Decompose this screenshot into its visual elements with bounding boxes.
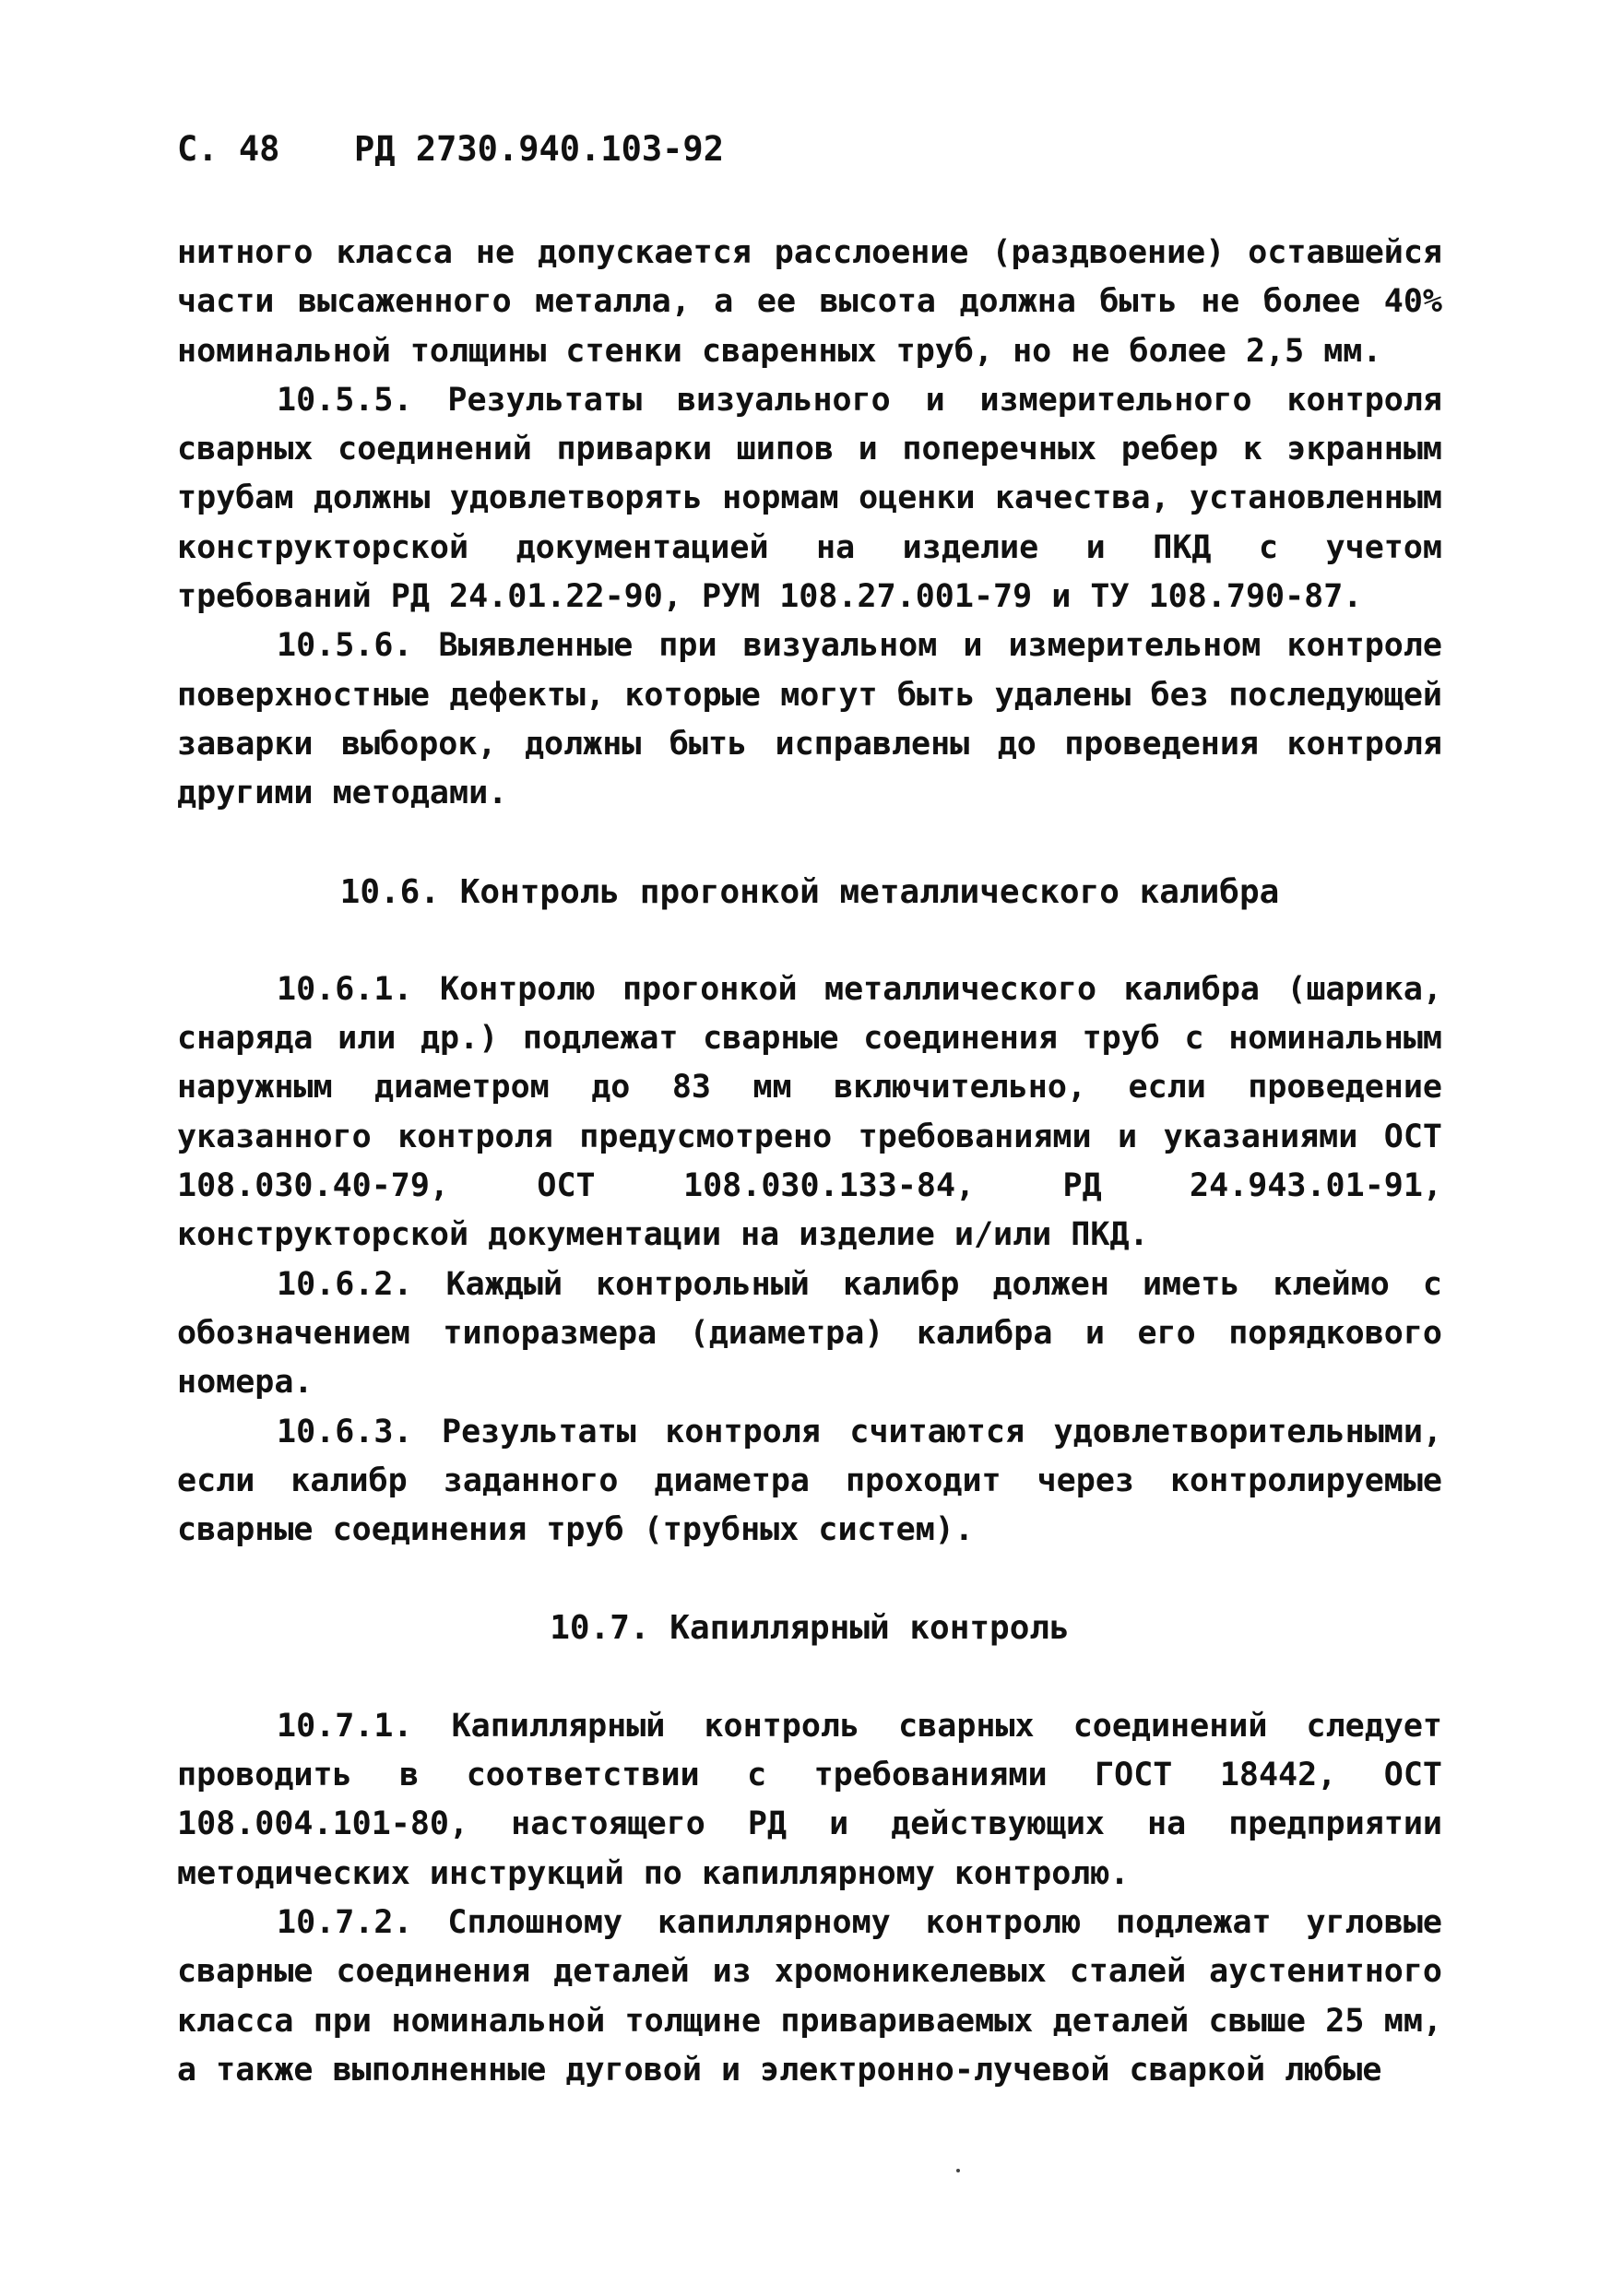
paragraph-10-5-5: 10.5.5. Результаты визуального и измерительного контроля сварных соединений приварки шипов и поперечных ребер к экранным трубам должны удовлетворять нормам оценки качества, установленным конструкторской документацией на изделие и ПКД с учетом требований РД 24.01.22-90, РУМ 108.27.001-79 и ТУ 108.790-87. bbox=[177, 381, 1442, 616]
spacer bbox=[177, 819, 1442, 868]
paragraph-continuation: нитного класса не допускается расслоение (раздвоение) оставшейся части высаженного металла, а ее высота должна быть не более 40% номинальной толщины стенки сваренных труб, но не более 2,5 мм. bbox=[177, 234, 1442, 370]
paragraph-10-6-1: 10.6.1. Контролю прогонкой металлического калибра (шарика, снаряда или др.) подлежат сварные соединения труб с номинальным наружным диаметром до 83 мм включительно, если проведение указанного контроля предусмотрено требованиями и указаниями ОСТ 108.030.40-79, ОСТ 108.030.133-84, РД 24.943.01-91, конструкторской документации на изделие и/или ПКД. bbox=[177, 970, 1442, 1254]
section-heading-10-6: 10.6. Контроль прогонкой металлического калибра bbox=[339, 872, 1280, 911]
spacer bbox=[177, 1653, 1442, 1702]
spacer bbox=[177, 1555, 1442, 1604]
paragraph-10-6-2: 10.6.2. Каждый контрольный калибр должен иметь клеймо с обозначением типоразмера (диаметра) калибра и его порядкового номера. bbox=[177, 1265, 1442, 1402]
section-heading-10-7: 10.7. Капиллярный контроль bbox=[550, 1609, 1070, 1648]
scan-speck bbox=[956, 2169, 960, 2172]
page-number: С. 48 bbox=[177, 129, 280, 169]
spacer bbox=[177, 917, 1442, 965]
paragraph-10-7-2: 10.7.2. Сплошному капиллярному контролю подлежат угловые сварные соединения деталей из хромоникелевых сталей аустенитного класса при номинальной толщине привариваемых деталей свыше 25 мм, а также выполненные дуговой и электронно-лучевой сваркой любые bbox=[177, 1903, 1442, 2089]
document-body bbox=[177, 229, 1442, 2095]
paragraph-10-6-3: 10.6.3. Результаты контроля считаются удовлетворительными, если калибр заданного диаметра проходит через контролируемые сварные соединения труб (трубных систем). bbox=[177, 1413, 1442, 1549]
paragraph-10-5-6: 10.5.6. Выявленные при визуальном и измерительном контроле поверхностные дефекты, которые могут быть удалены без последующей заварки выборок, должны быть исправлены до проведения контроля другими методами. bbox=[177, 627, 1442, 812]
paragraph-10-7-1: 10.7.1. Капиллярный контроль сварных соединений следует проводить в соответствии с требованиями ГОСТ 18442, ОСТ 108.004.101-80, настоящего РД и действующих на предприятии методических инструкций по капиллярному контролю. bbox=[177, 1707, 1442, 1892]
document-code: РД 2730.940.103-92 bbox=[354, 129, 724, 169]
page-header bbox=[177, 129, 724, 170]
